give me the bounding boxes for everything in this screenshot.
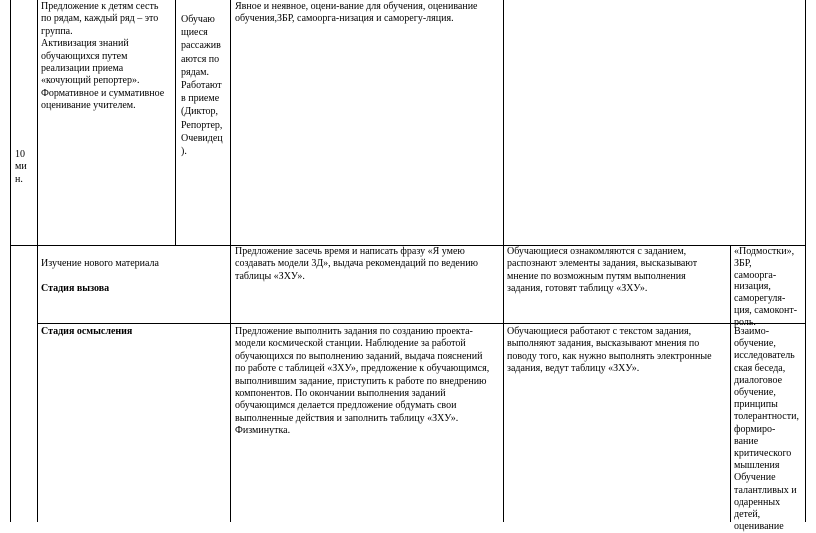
stage-cell: Предложение к детям сесть по рядам, каждый ряд – это группа. Активизация знаний обучающихся путем реализации приема «кочующий репортер». Формативное и суммативное оценивание учителем. xyxy=(41,1,165,112)
students-activity-cell: Обучаю щиеся рассажив аются по рядам. Работают в приеме (Диктор, Репортер, Очевидец ). xyxy=(181,14,223,158)
column-divider xyxy=(503,0,504,522)
students-activity-cell: Обучающиеся ознакомляются с заданием, распознают элементы задания, высказывают мнение по возможным путям выполнения задания, готовят таблицу «ЗХУ». xyxy=(507,246,698,295)
stage-title: Изучение нового материала xyxy=(41,258,159,270)
teacher-activity-cell: Явное и неявное, оцени-вание для обучения, оценивание обучения,ЗБР, самоорга-низация и саморегу-ляция. xyxy=(235,1,478,25)
table-border-left xyxy=(10,0,11,522)
column-divider xyxy=(175,0,176,245)
column-divider xyxy=(37,0,38,522)
column-divider xyxy=(730,245,731,522)
teacher-activity-cell: Предложение выполнить задания по созданию проекта- модели космической станции. Наблюдение за работой обучающихся по выполнению заданий, выдача пояснений по работе с таблицей «ЗХУ», предложение к обучающимся, выполнившим задание, приступить к работе по внедрению компонентов. По окончании выполнения заданий обучающимся делается предложение обдумать свои выполненные действия и заполнить таблицу «ЗХУ». Физминутка. xyxy=(235,326,490,437)
table-border-right xyxy=(805,0,806,522)
students-activity-cell: Обучающиеся работают с текстом задания, выполняют задания, высказывают мнения по поводу того, как нужно выполнять электронные задания, ведут таблицу «ЗХУ». xyxy=(507,326,712,375)
row-divider xyxy=(37,323,806,324)
teacher-activity-cell: Предложение засечь время и написать фразу «Я умею создавать модели 3Д», выдача рекомендаций по ведению таблицы «ЗХУ». xyxy=(235,246,479,282)
stage-cell xyxy=(41,246,227,308)
time-cell: 10 ми н. xyxy=(15,149,27,185)
assessment-cell: Взаимо- обучение, исследователь ская беседа, диалоговое обучение, принципы толерантности, формиро- вание критического мышления Обучение талантливых и одаренных детей, оценивание xyxy=(734,326,799,533)
stage-subtitle: Стадия вызова xyxy=(41,283,110,295)
stage-subtitle: Стадия осмысления xyxy=(41,326,133,337)
assessment-cell: «Подмостки», ЗБР, самоорга- низация, саморегуля- ция, самоконт- роль. xyxy=(734,246,798,328)
column-divider xyxy=(230,0,231,522)
